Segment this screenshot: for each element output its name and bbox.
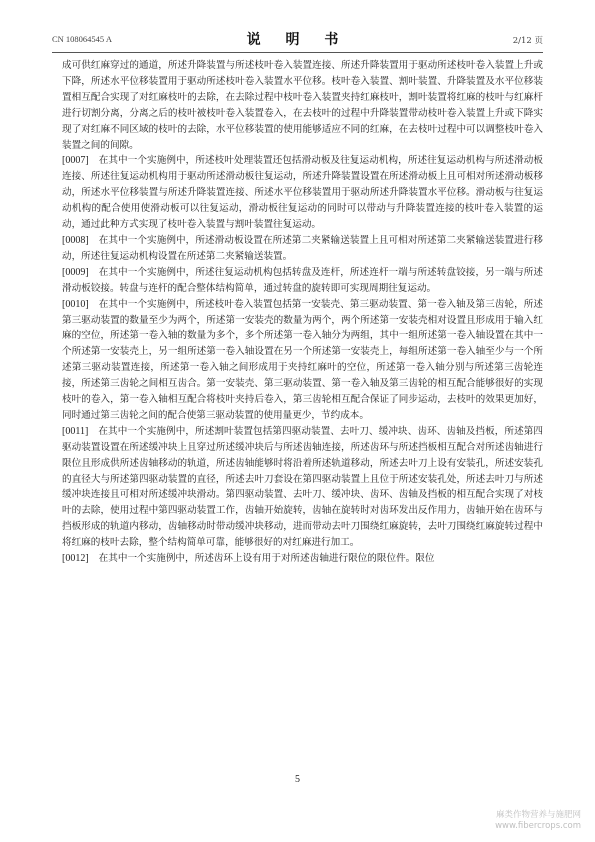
paragraph-text: 在其中一个实施例中，所述往复运动机构包括转盘及连杆，所述连杆一端与所述转盘铰接，另一端与所述滑动板铰接。转盘与连杆的配合整体结构简单，通过转盘的旋转即可实现周期往复运动。 <box>62 266 543 294</box>
paragraph-number: [0008] <box>62 234 89 246</box>
paragraph-0010 <box>62 297 543 424</box>
paragraph-number: [0011] <box>62 425 89 437</box>
paragraph-number: [0010] <box>62 298 89 310</box>
page-header <box>52 28 543 48</box>
site-watermark <box>495 810 581 832</box>
header-divider <box>52 52 543 53</box>
watermark-url: www.fibercrops.com <box>495 821 581 831</box>
page-number: 5 <box>295 774 300 785</box>
patent-number: CN 108064545 A <box>52 34 112 44</box>
paragraph-0008 <box>62 233 543 265</box>
continued-paragraph: 成可供红麻穿过的通道，所述升降装置与所述枝叶卷入装置连接、所述升降装置用于驱动所述枝叶卷入装置上升或下降，所述水平位移装置用于驱动所述枝叶卷入装置水平位移。枝叶卷入装置、割叶装置、升降装置及水平位移装置相互配合实现了对红麻枝叶的去除，在去除过程中枝叶卷入装置夹持红麻枝叶，割叶装置将红麻的枝叶与红麻杆进行切割分离，分离之后的枝叶被枝叶卷入装置卷入，在去枝叶的过程中升降装置带动枝叶卷入装置上升或下降实现了对红麻不同区域的枝叶的去除，水平位移装置的使用能够适应不同的红麻，在去枝叶过程中可以调整枝叶卷入装置之间的间隙。 <box>62 60 543 151</box>
paragraph-text: 在其中一个实施例中，所述枝叶卷入装置包括第一安装壳、第三驱动装置、第一卷入轴及第三齿轮，所述第三驱动装置的数量至少为两个，所述第一安装壳的数量为两个，两个所述第一安装壳相对设置且形成用于输入红麻的空位，所述第一卷入轴的数量为多个，多个所述第一卷入轴分为两组，其中一组所述第一卷入轴设置在其中一个所述第一安装壳上，另一组所述第一卷入轴设置在另一个所述第一安装壳上，每组所述第一卷入轴至少与一个所述第三驱动装置连接，所述第一卷入轴之间形成用于夹持红麻叶的空位，所述第一卷入轴分别与所述第三齿轮连接，所述第三齿轮之间相互齿合。第一安装壳、第三驱动装置、第一卷入轴及第三齿轮的相互配合能够很好的实现枝叶的卷入，第一卷入轴相互配合将枝叶夹持后卷入，第三齿轮相互配合保证了同步运动，去枝叶的效果更加好，同时通过第三齿轮之间的配合使第三驱动装置的使用量更少，节约成本。 <box>62 298 543 421</box>
paragraph-text: 在其中一个实施例中，所述滑动板设置在所述第二夹紧输送装置上且可相对所述第二夹紧输送装置进行移动，所述往复运动机构设置在所述第二夹紧输送装置。 <box>62 234 543 262</box>
paragraph-text: 在其中一个实施例中，所述割叶装置包括第四驱动装置、去叶刀、缓冲块、齿环、齿轴及挡板，所述第四驱动装置设置在所述缓冲块上且穿过所述缓冲块后与所述齿轴连接，所述齿环与所述挡板相互配合对所述齿轴进行限位且形成供所述齿轴移动的轨道，所述齿轴能够时将沿着所述轨道移动，所述去叶刀上设有安装孔，所述安装孔的直径大与所述第四驱动装置的直径，所述去叶刀套设在第四驱动装置上且位于所述安装孔处，所述去叶刀与所述缓冲块连接且可相对所述缓冲块滑动。第四驱动装置、去叶刀、缓冲块、齿环、齿轴及挡板的相互配合实现了对枝叶的去除，使用过程中第四驱动装置工作，齿轴开始旋转，齿轴在旋转时对齿环发出反作用力，齿轴开始在齿环与挡板形成的轨道内移动，齿轴移动时带动缓冲块移动，进而带动去叶刀围绕红麻旋转，去叶刀围绕红麻旋转过程中将红麻的枝叶去除，整个结构简单可靠，能够很好的对红麻进行加工。 <box>62 425 543 549</box>
watermark-site-name: 麻类作物营养与施肥网 <box>495 810 581 820</box>
paragraph-number: [0009] <box>62 266 89 278</box>
paragraph-0009 <box>62 265 543 297</box>
paragraph-0012 <box>62 551 543 567</box>
paragraph-0011 <box>62 424 543 551</box>
page-indicator: 2/12 页 <box>512 36 543 46</box>
document-body <box>62 58 543 567</box>
paragraph-number: [0007] <box>62 155 89 167</box>
paragraph-text: 在其中一个实施例中，所述齿环上设有用于对所述齿轴进行限位的限位件。限位 <box>98 553 435 565</box>
paragraph-number: [0012] <box>62 553 89 565</box>
document-title: 说 明 书 <box>246 32 349 48</box>
paragraph-0007 <box>62 153 543 233</box>
paragraph-text: 在其中一个实施例中，所述枝叶处理装置还包括滑动板及往复运动机构，所述往复运动机构与所述滑动板连接、所述往复运动机构用于驱动所述滑动板往复运动，所述升降装置设置在所述滑动板上且可相对所述滑动板移动，所述水平位移装置与所述升降装置连接、所述水平位移装置用于驱动所述升降装置水平位移。滑动板与往复运动机构的配合使用使滑动板可以往复运动，滑动板往复运动的同时可以带动与升降装置连接的枝叶卷入装置的运动，通过此种方式实现了枝叶卷入装置与割叶装置往复运动。 <box>62 155 543 231</box>
